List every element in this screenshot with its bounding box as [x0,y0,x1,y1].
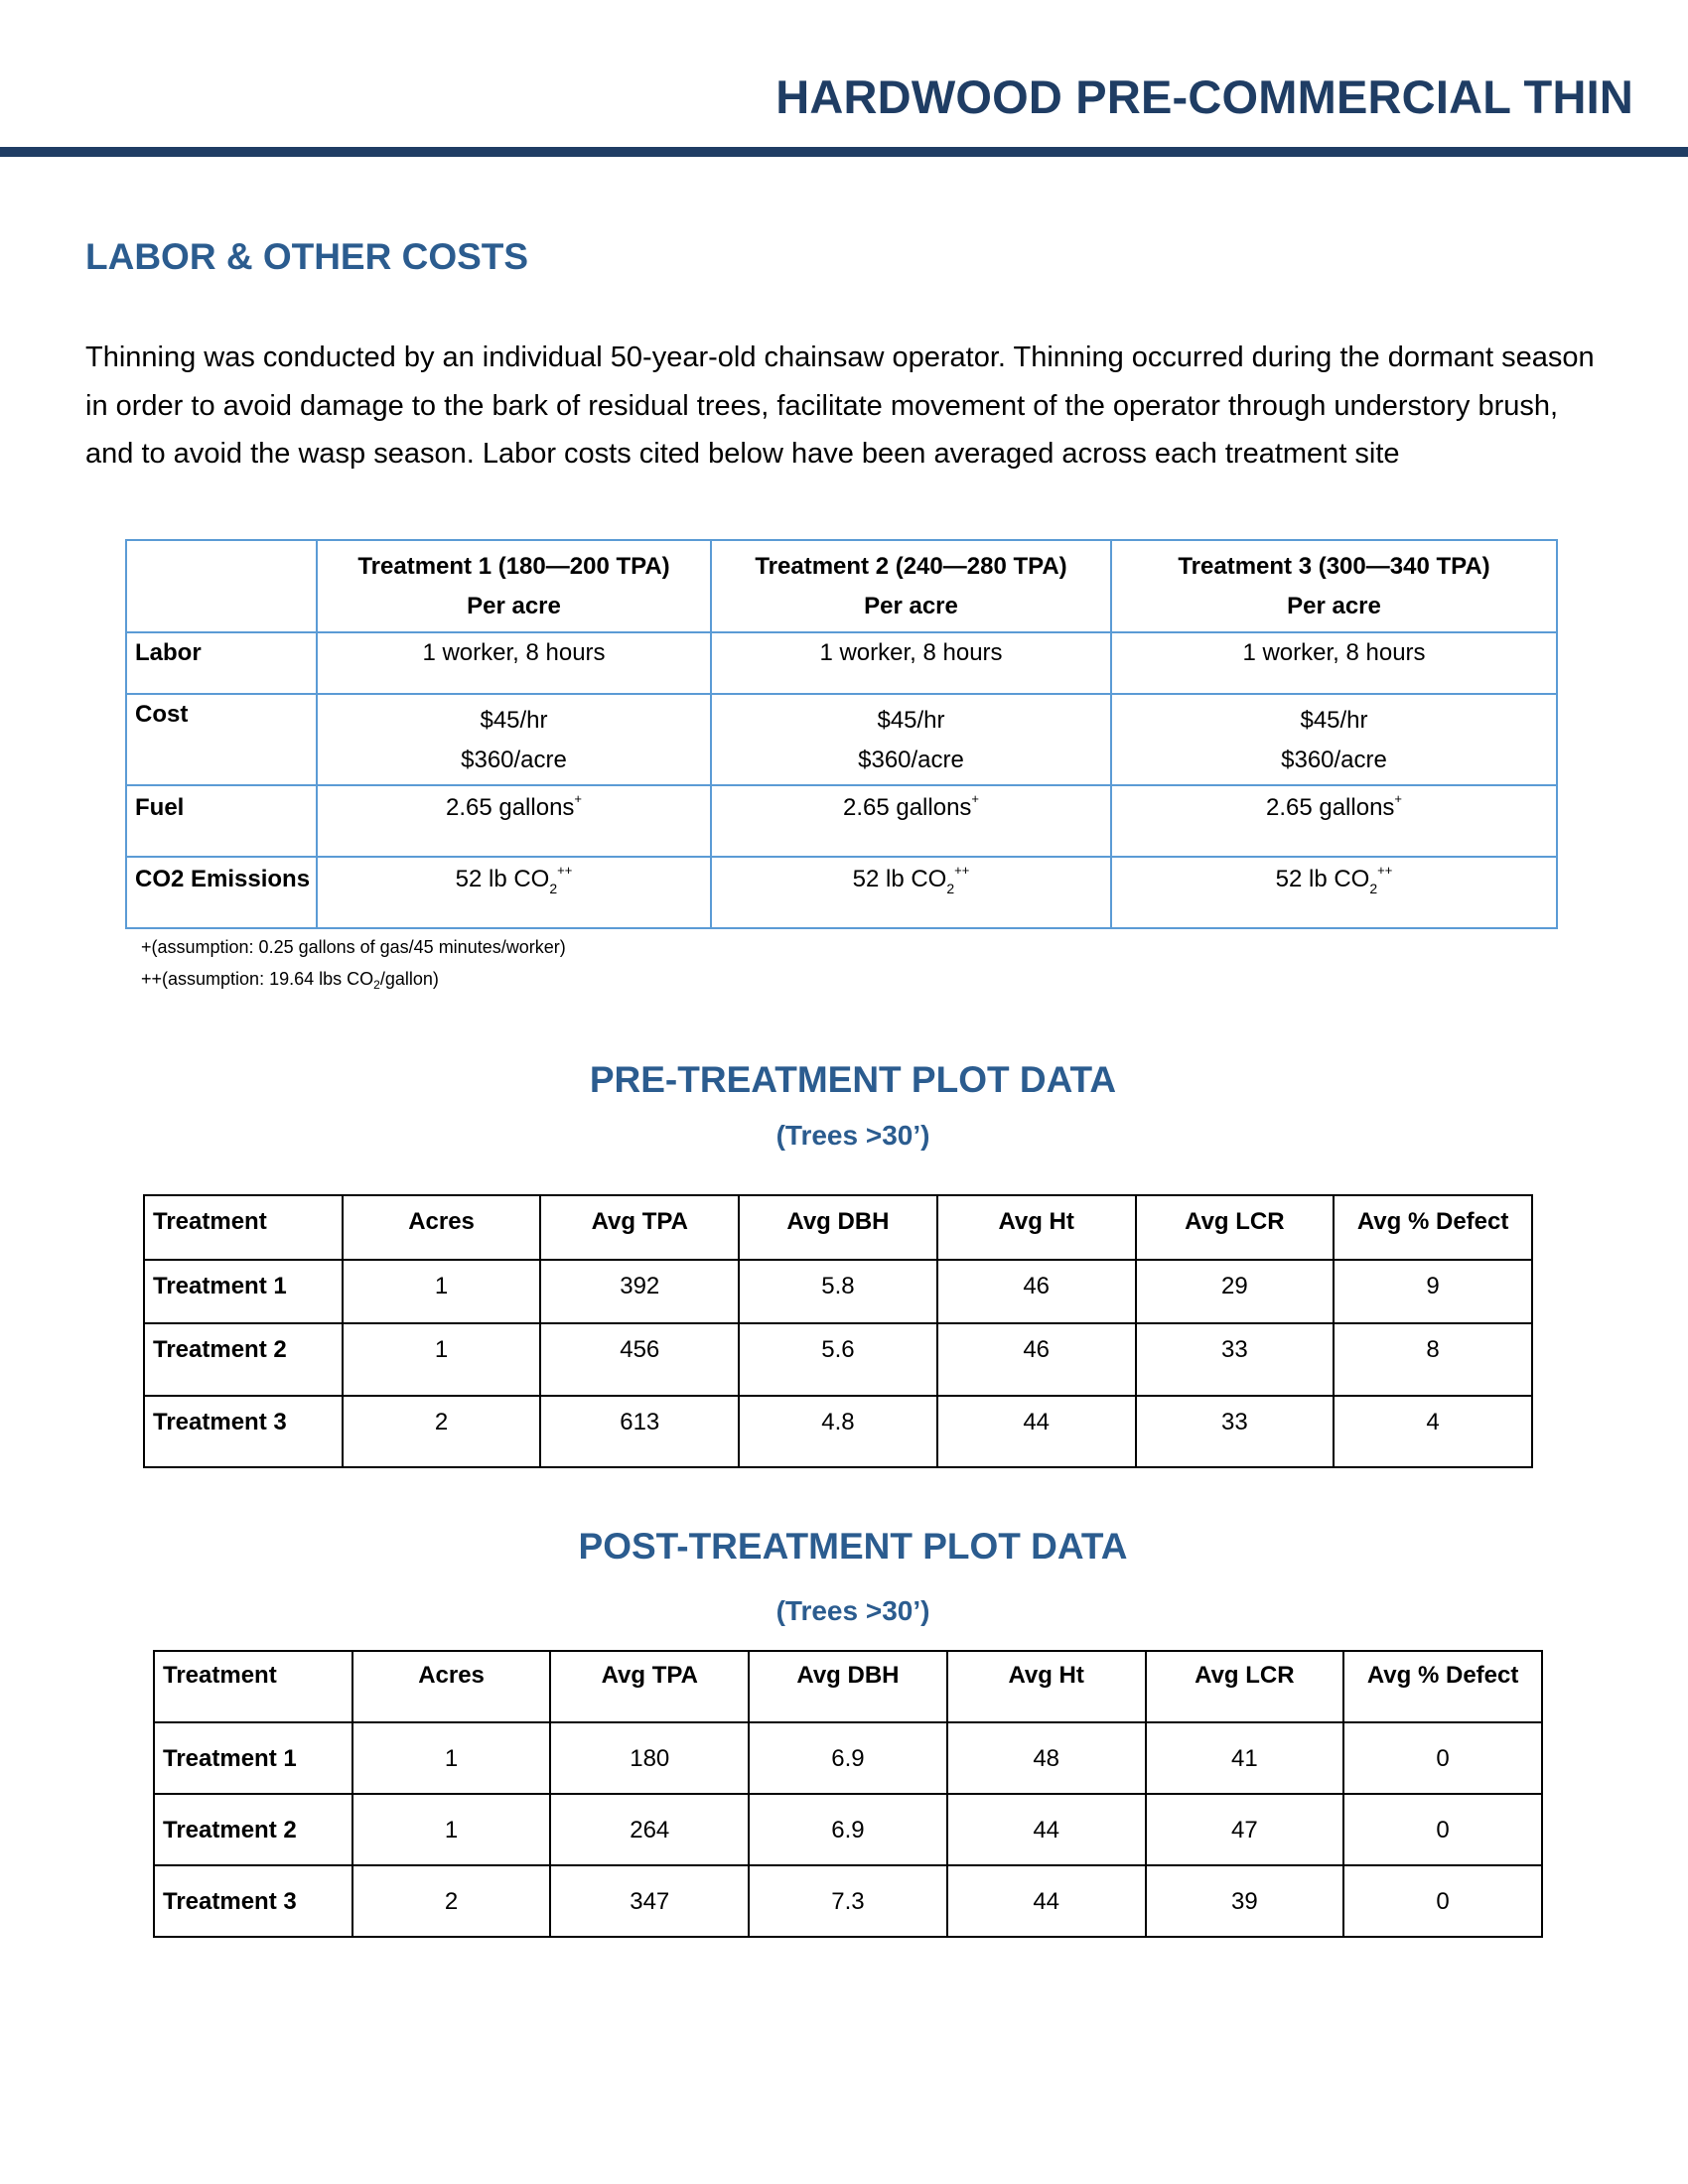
cost-cell [1111,694,1557,785]
table-cell: 29 [1136,1260,1335,1323]
table-cell: 5.8 [739,1260,937,1323]
row-label: Treatment 3 [144,1396,343,1467]
footnote-subscript: 2 [373,978,380,992]
co2-subscript: 2 [946,881,955,896]
cost-per-acre: $360/acre [858,747,964,773]
table-cell: 264 [550,1794,749,1865]
fuel-cell [711,785,1111,857]
cost-per-acre: $360/acre [1281,747,1387,773]
footnote-mark: + [574,791,583,806]
table-cell: 0 [1343,1722,1542,1794]
table-header-row [144,1195,1532,1260]
col-header: Avg % Defect [1343,1651,1542,1722]
col-header: Avg DBH [749,1651,947,1722]
cost-row [126,694,1557,785]
hourly-rate: $45/hr [877,707,945,734]
labor-section-title: LABOR & OTHER COSTS [85,236,529,277]
table-row [154,1794,1542,1865]
col-header: Treatment [154,1651,352,1722]
footnote-mark: ++ [1377,863,1393,878]
labor-cell: 1 worker, 8 hours [711,632,1111,694]
pre-treatment-subtitle: (Trees >30’) [775,1120,930,1151]
footnote-fuel: +(assumption: 0.25 gallons of gas/45 minutes/worker) [141,937,566,957]
table-cell: 5.6 [739,1323,937,1396]
table-cell: 41 [1146,1722,1344,1794]
table-cell: 47 [1146,1794,1344,1865]
cost-per-acre: $360/acre [461,747,567,773]
labor-table-header-row [126,540,1557,632]
table-cell: 39 [1146,1865,1344,1937]
col-header-name: Treatment 3 (300—340 TPA) [1178,553,1490,580]
table-row [154,1865,1542,1937]
table-cell: 46 [937,1323,1136,1396]
labor-costs-table [125,539,1558,929]
col-header-sub: Per acre [467,593,561,619]
table-cell: 1 [343,1260,541,1323]
col-header: Acres [343,1195,541,1260]
labor-table-corner-cell [126,540,317,632]
table-cell: 44 [947,1865,1146,1937]
fuel-row [126,785,1557,857]
pre-treatment-title: PRE-TREATMENT PLOT DATA [589,1059,1117,1100]
col-header: Avg LCR [1136,1195,1335,1260]
co2-subscript: 2 [1369,881,1378,896]
table-cell: 1 [352,1722,551,1794]
table-cell: 48 [947,1722,1146,1794]
col-header: Avg DBH [739,1195,937,1260]
footnote-mark: + [1394,791,1403,806]
fuel-value: 2.65 gallons [842,794,972,821]
row-label: Cost [126,694,317,785]
labor-col-header-3 [1111,540,1557,632]
fuel-cell [1111,785,1557,857]
labor-cell: 1 worker, 8 hours [317,632,711,694]
table-row [154,1722,1542,1794]
co2-row [126,857,1557,928]
table-row [144,1396,1532,1467]
row-label: CO2 Emissions [126,857,317,928]
table-cell: 6.9 [749,1722,947,1794]
table-cell: 2 [343,1396,541,1467]
table-cell: 347 [550,1865,749,1937]
cost-cell [711,694,1111,785]
pre-treatment-table [143,1194,1533,1468]
col-header: Avg TPA [550,1651,749,1722]
co2-cell [1111,857,1557,928]
table-cell: 1 [343,1323,541,1396]
footnote-text: /gallon) [379,969,439,989]
table-cell: 1 [352,1794,551,1865]
table-cell: 7.3 [749,1865,947,1937]
row-label: Labor [126,632,317,694]
post-treatment-table [153,1650,1543,1938]
fuel-value: 2.65 gallons [1265,794,1395,821]
col-header: Avg % Defect [1334,1195,1532,1260]
post-treatment-subtitle: (Trees >30’) [775,1595,930,1626]
fuel-cell [317,785,711,857]
table-cell: 0 [1343,1865,1542,1937]
table-cell: 33 [1136,1323,1335,1396]
table-cell: 4 [1334,1396,1532,1467]
footnote-co2 [141,969,439,990]
row-label: Treatment 2 [144,1323,343,1396]
footnote-mark: + [971,791,980,806]
table-cell: 46 [937,1260,1136,1323]
table-cell: 44 [937,1396,1136,1467]
table-cell: 6.9 [749,1794,947,1865]
labor-col-header-2 [711,540,1111,632]
document-header-title: HARDWOOD PRE-COMMERCIAL THIN [775,70,1633,123]
table-cell: 180 [550,1722,749,1794]
row-label: Treatment 1 [144,1260,343,1323]
col-header-sub: Per acre [1287,593,1381,619]
hourly-rate: $45/hr [1300,707,1368,734]
col-header: Avg TPA [540,1195,739,1260]
co2-value: 52 lb CO [1275,866,1370,892]
table-row [144,1260,1532,1323]
cost-cell [317,694,711,785]
labor-col-header-1 [317,540,711,632]
fuel-value: 2.65 gallons [445,794,575,821]
col-header-name: Treatment 2 (240—280 TPA) [755,553,1067,580]
table-cell: 613 [540,1396,739,1467]
table-cell: 44 [947,1794,1146,1865]
co2-subscript: 2 [549,881,558,896]
hourly-rate: $45/hr [480,707,548,734]
table-cell: 0 [1343,1794,1542,1865]
col-header-name: Treatment 1 (180—200 TPA) [357,553,670,580]
table-cell: 9 [1334,1260,1532,1323]
co2-cell [711,857,1111,928]
labor-paragraph: Thinning was conducted by an individual 50-year-old chainsaw operator. Thinning occurred during the dormant season in order to avoid damage to the bark of residual trees, facilitate movement of the operator through understory brush, and to avoid the wasp season. Labor costs cited below have been averaged across each treatment site [85,341,1595,470]
table-cell: 4.8 [739,1396,937,1467]
post-treatment-title: POST-TREATMENT PLOT DATA [578,1526,1128,1567]
co2-value: 52 lb CO [852,866,947,892]
table-header-row [154,1651,1542,1722]
co2-cell [317,857,711,928]
table-row [144,1323,1532,1396]
col-header: Treatment [144,1195,343,1260]
footnote-text: ++(assumption: 19.64 lbs CO [141,969,374,989]
labor-row [126,632,1557,694]
row-label: Fuel [126,785,317,857]
row-label: Treatment 1 [154,1722,352,1794]
row-label: Treatment 3 [154,1865,352,1937]
header-rule [0,147,1688,157]
table-cell: 456 [540,1323,739,1396]
row-label: Treatment 2 [154,1794,352,1865]
col-header-sub: Per acre [864,593,958,619]
col-header: Avg LCR [1146,1651,1344,1722]
co2-value: 52 lb CO [455,866,550,892]
col-header: Avg Ht [947,1651,1146,1722]
labor-cell: 1 worker, 8 hours [1111,632,1557,694]
table-cell: 8 [1334,1323,1532,1396]
footnote-mark: ++ [557,863,573,878]
table-cell: 33 [1136,1396,1335,1467]
table-cell: 392 [540,1260,739,1323]
col-header: Avg Ht [937,1195,1136,1260]
col-header: Acres [352,1651,551,1722]
table-cell: 2 [352,1865,551,1937]
footnote-mark: ++ [954,863,970,878]
